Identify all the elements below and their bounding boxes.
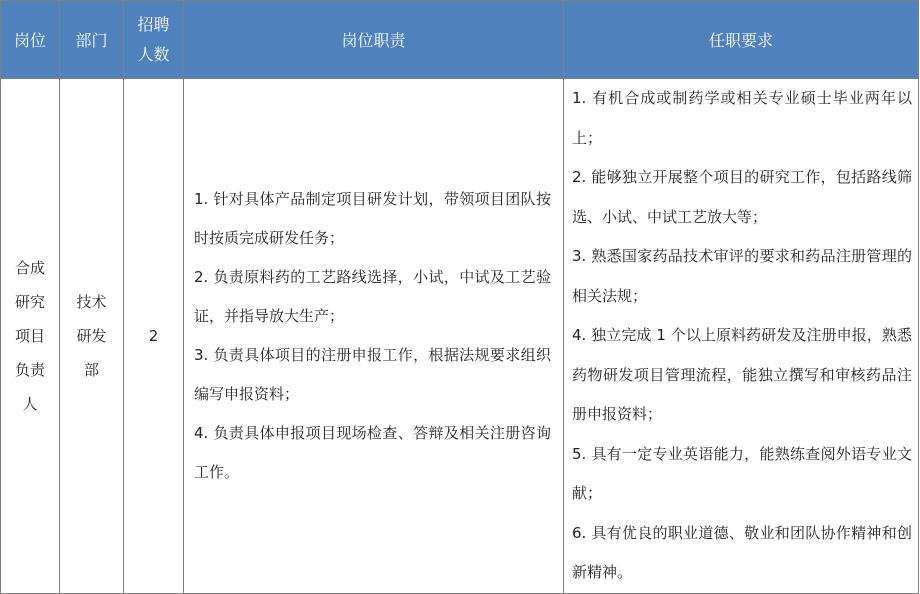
- cell-department: [60, 79, 124, 594]
- requirement-item: 2. 能够独立开展整个项目的研究工作，包括路线筛选、小试、中试工艺放大等；: [572, 168, 912, 226]
- header-position: 岗位: [1, 1, 60, 79]
- duty-item: 1. 针对具体产品制定项目研发计划，带领项目团队按时按质完成研发任务；: [194, 189, 551, 247]
- duty-item: 3. 负责具体项目的注册申报工作，根据法规要求组织编写申报资料；: [194, 345, 551, 403]
- requirement-item: 6. 具有优良的职业道德、敬业和团队协作精神和创新精神。: [572, 523, 912, 581]
- cell-requirements: [564, 79, 919, 594]
- requirement-item: 3. 熟悉国家药品技术审评的要求和药品注册管理的相关法规；: [572, 247, 912, 305]
- duty-item: 4. 负责具体申报项目现场检查、答辩及相关注册咨询工作。: [194, 423, 551, 481]
- header-headcount-line: 人数: [137, 44, 170, 64]
- table-row: [1, 79, 919, 594]
- department-line: 部: [83, 360, 99, 379]
- position-line: 研究: [14, 292, 45, 311]
- department-line: 技术: [76, 292, 107, 311]
- cell-headcount: 2: [124, 79, 184, 594]
- duty-item: 2. 负责原料药的工艺路线选择，小试，中试及工艺验证，并指导放大生产；: [194, 267, 551, 325]
- position-line: 项目: [14, 326, 45, 345]
- header-department: 部门: [60, 1, 124, 79]
- department-line: 研发: [76, 326, 107, 345]
- position-line: 合成: [14, 258, 45, 277]
- header-requirements: 任职要求: [564, 1, 919, 79]
- position-line: 人: [22, 394, 38, 413]
- requirement-item: 1. 有机合成或制药学或相关专业硕士毕业两年以上；: [572, 89, 912, 147]
- header-duties: 岗位职责: [184, 1, 564, 79]
- requirement-item: 5. 具有一定专业英语能力，能熟练查阅外语专业文献；: [572, 444, 912, 502]
- header-row: [1, 1, 919, 79]
- cell-duties: [184, 79, 564, 594]
- header-headcount-line: 招聘: [137, 14, 170, 34]
- cell-position: [1, 79, 60, 594]
- position-line: 负责: [14, 360, 45, 379]
- header-headcount: [124, 1, 184, 79]
- requirement-item: 4. 独立完成 1 个以上原料药研发及注册申报，熟悉药物研发项目管理流程，能独立撰写和审核药品注册申报资料；: [572, 326, 912, 423]
